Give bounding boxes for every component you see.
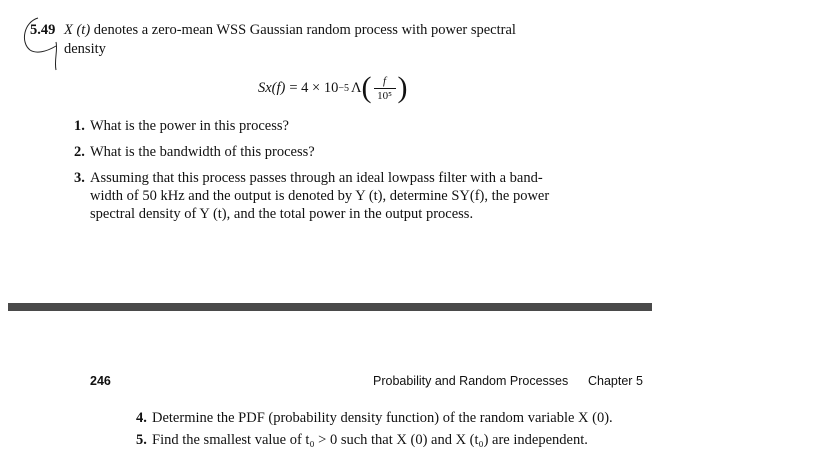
question-number: 2. [74,144,85,160]
question-text-line2: width of 50 kHz and the output is denoted by Y (t), determine SY(f), the power [90,188,550,204]
question-number: 3. [74,170,85,186]
formula-exponent: −5 [338,82,349,94]
question-text: Find the smallest value of t₀ > 0 such that X (0) and X (t₀) are independent. [152,432,588,448]
question-number: 1. [74,118,85,134]
formula-lhs: Sx(f) [258,79,286,96]
running-header-title: Probability and Random Processes [373,374,569,388]
question-text: What is the power in this process? [90,118,289,134]
fraction-numerator: f [382,74,387,87]
fraction-bar [374,88,396,89]
question-4 [136,410,613,427]
psd-formula [258,70,408,106]
fraction-denominator: 10⁵ [377,89,392,102]
question-1 [74,118,289,135]
intro-text: denotes a zero-mean WSS Gaussian random process with power spectral [90,22,516,38]
question-number: 5. [136,432,147,448]
question-text-line3: spectral density of Y (t), and the total power in the output process. [90,206,474,222]
formula-coefficient: = 4 × 10 [289,79,339,96]
formula-lambda: Λ [351,79,362,96]
process-symbol: X (t) [64,22,91,38]
page-divider [8,303,652,311]
question-3-line3 [90,206,473,223]
question-text-line1: Assuming that this process passes through an ideal lowpass filter with a band- [90,170,543,186]
problem-number: 5.49 [30,22,56,38]
question-number: 4. [136,410,147,426]
question-5 [136,432,588,449]
formula-paren-right: ) [397,71,408,104]
question-2 [74,144,315,161]
problem-intro-line1 [64,22,516,39]
question-text: Determine the PDF (probability density function) of the random variable X (0). [152,410,613,426]
problem-intro-line2: density [64,41,106,57]
running-header-chapter: Chapter 5 [588,374,643,388]
question-text: What is the bandwidth of this process? [90,144,315,160]
question-3-line2 [90,188,549,205]
question-3 [74,170,543,187]
formula-fraction [374,75,396,102]
page-number: 246 [90,374,111,388]
formula-paren-left: ( [361,71,372,104]
